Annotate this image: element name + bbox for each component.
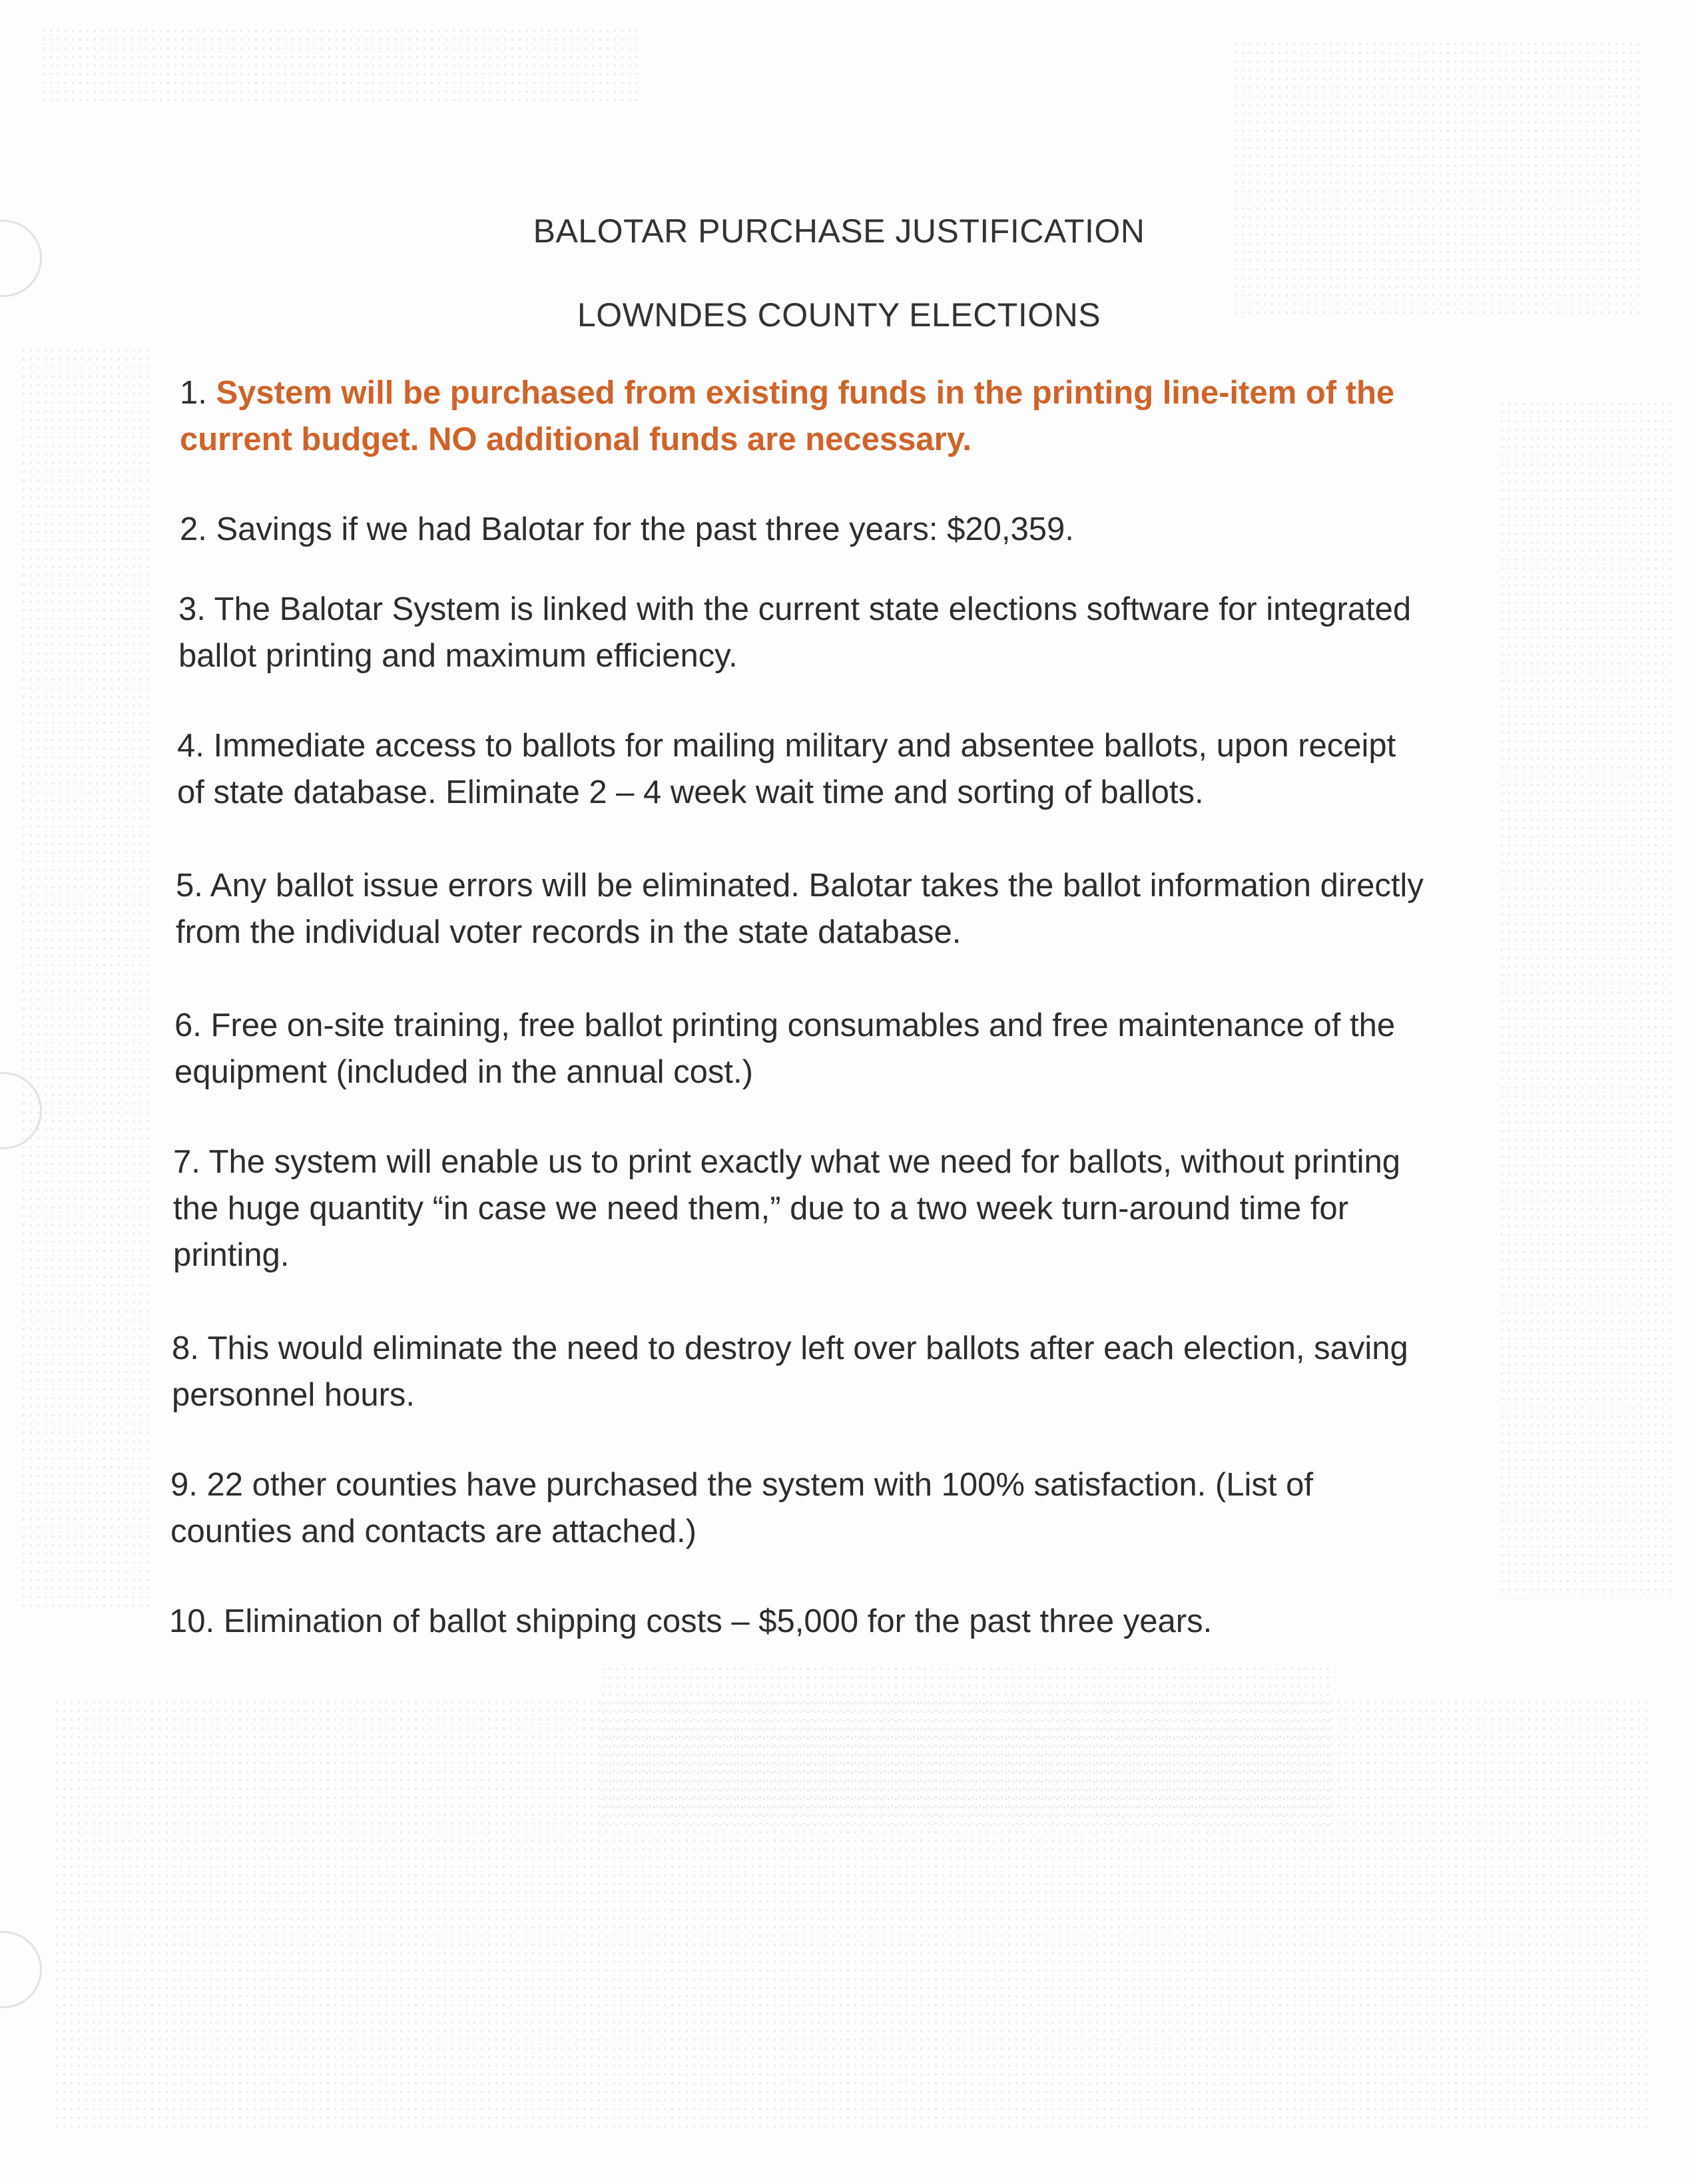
- list-item: [176, 862, 1468, 956]
- list-item: [178, 586, 1424, 679]
- list-item: [180, 370, 1458, 463]
- list-item-number: 1.: [180, 375, 207, 411]
- list-item-number: 6.: [174, 1007, 202, 1043]
- list-item-number: 7.: [173, 1144, 200, 1180]
- list-item-number: 3.: [178, 591, 206, 627]
- list-item: [174, 1002, 1480, 1095]
- document-title: BALOTAR PURCHASE JUSTIFICATION: [533, 212, 1145, 250]
- punch-hole: [0, 1931, 42, 2008]
- list-item: [177, 722, 1429, 816]
- list-item-text: 22 other counties have purchased the system with 100% satisfaction. (List of counties and contacts are attached.): [170, 1467, 1313, 1549]
- list-item: [172, 1325, 1464, 1418]
- list-item-number: 8.: [172, 1330, 199, 1366]
- list-item-text: Any ballot issue errors will be eliminated. Balotar takes the ballot information directly from the individual voter records in the state database.: [176, 868, 1424, 950]
- list-item-text: The Balotar System is linked with the current state elections software for integrated ballot printing and maximum efficiency.: [178, 591, 1412, 674]
- list-item-number: 10.: [169, 1603, 215, 1639]
- list-item-text: Savings if we had Balotar for the past three years: $20,359.: [216, 511, 1074, 547]
- list-item-text: System will be purchased from existing funds in the printing line-item of the current budget. NO additional funds are necessary.: [180, 375, 1395, 457]
- scan-speckle: [40, 27, 639, 107]
- list-item-number: 9.: [170, 1467, 198, 1503]
- list-item-number: 5.: [176, 868, 203, 904]
- scan-speckle: [20, 346, 153, 1611]
- list-item-text: Immediate access to ballots for mailing military and absentee ballots, upon receipt of state database. Eliminate 2 – 4 week wait time and sorting of ballots.: [177, 728, 1396, 810]
- scan-speckle: [599, 1665, 1332, 1831]
- scan-speckle: [1498, 400, 1671, 1598]
- list-item-number: 2.: [180, 511, 207, 547]
- list-item-text: The system will enable us to print exactly what we need for ballots, without printing the huge quantity “in case we need them,” due to a two week turn-around time for printing.: [173, 1144, 1400, 1273]
- list-item: [169, 1598, 1434, 1645]
- list-item: [170, 1462, 1436, 1555]
- list-item-text: Elimination of ballot shipping costs – $5,000 for the past three years.: [223, 1603, 1213, 1639]
- list-item-text: Free on-site training, free ballot printing consumables and free maintenance of the equipment (included in the annual cost.): [174, 1007, 1396, 1090]
- document-subtitle: LOWNDES COUNTY ELECTIONS: [577, 296, 1101, 334]
- list-item: [173, 1139, 1425, 1278]
- list-item-text: This would eliminate the need to destroy left over ballots after each election, saving personnel hours.: [172, 1330, 1408, 1413]
- list-item-number: 4.: [177, 728, 204, 764]
- scan-speckle: [1232, 40, 1645, 320]
- list-item: [180, 506, 1512, 553]
